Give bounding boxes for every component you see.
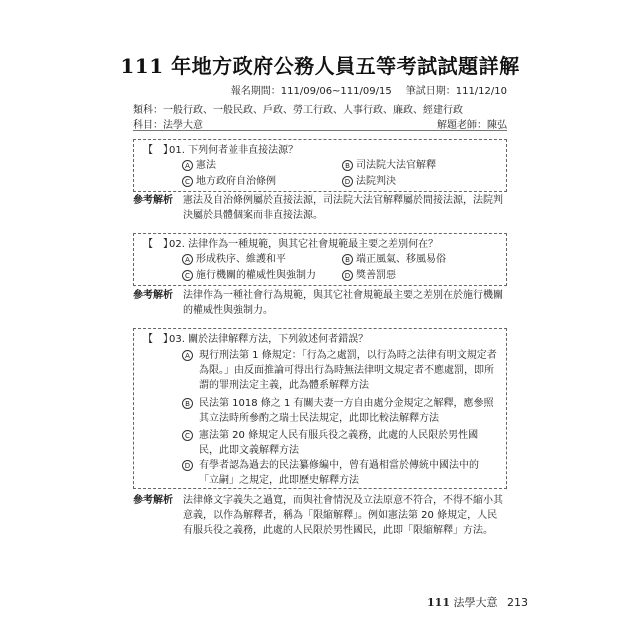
option-text: 憲法第 20 條規定人民有服兵役之義務，此處的人民限於男性國民，此即文義解釋方法 bbox=[199, 430, 479, 456]
answer-explanation-1 bbox=[133, 193, 507, 223]
answer-explanation-2 bbox=[133, 288, 507, 318]
option-label: D bbox=[342, 270, 353, 281]
option-text: 施行機關的權威性與強制力 bbox=[196, 270, 316, 281]
answer-tag: 參考解析 bbox=[133, 495, 173, 506]
option-label: B bbox=[342, 160, 353, 171]
option-text: 有學者認為過去的民法纂修編中，曾有過相當於傳統中國法中的「立嗣」之規定，此即歷史解釋方法 bbox=[199, 460, 479, 486]
option-text: 憲法 bbox=[196, 160, 216, 171]
answer-text: 法律條文字義失之過寬，而與社會情況及立法原意不符合，不得不縮小其意義，以作為解釋者，稱為「限縮解釋」。例如憲法第 20 條規定，人民有服兵役之義務，此處的人民限於男性國民，此即「限縮解釋」方法。 bbox=[183, 495, 503, 536]
header-divider bbox=[133, 130, 507, 131]
option-label: B bbox=[342, 254, 353, 265]
question-text: 03. 關於法律解釋方法，下列敘述何者錯誤？ bbox=[169, 334, 369, 345]
option-b bbox=[182, 396, 498, 426]
question-box-2 bbox=[133, 233, 507, 286]
page-number: 213 bbox=[507, 596, 528, 609]
subject-row bbox=[133, 116, 507, 131]
option-b bbox=[342, 252, 446, 267]
answer-text: 憲法及自治條例屬於直接法源，司法院大法官解釋屬於間接法源，法院判決屬於具體個案而非直接法源。 bbox=[183, 195, 503, 221]
option-text: 形成秩序、維護和平 bbox=[196, 254, 286, 265]
option-label: C bbox=[182, 176, 193, 187]
option-text: 法院判決 bbox=[356, 176, 396, 187]
exam-dates bbox=[231, 82, 507, 97]
option-text: 司法院大法官解釋 bbox=[356, 160, 436, 171]
option-a bbox=[182, 158, 216, 173]
page-footer bbox=[427, 594, 528, 610]
question-stem bbox=[143, 332, 500, 347]
option-c bbox=[182, 174, 276, 189]
answer-bracket: 【 】 bbox=[143, 145, 173, 156]
teacher: 解題老師：陳弘 bbox=[437, 120, 507, 131]
option-b bbox=[342, 158, 436, 173]
answer-bracket: 【 】 bbox=[143, 239, 173, 250]
exam-category: 類科：一般行政、一般民政、戶政、勞工行政、人事行政、廉政、經建行政 bbox=[133, 105, 463, 116]
answer-bracket: 【 】 bbox=[143, 334, 173, 345]
footer-book-number: 111 bbox=[427, 596, 450, 609]
option-c bbox=[182, 428, 498, 458]
option-label: A bbox=[182, 254, 193, 265]
option-d bbox=[342, 174, 396, 189]
option-text: 民法第 1018 條之 1 有關夫妻一方自由處分金規定之解釋，應參照其立法時所參酌之瑞士民法規定，此即比較法解釋方法 bbox=[199, 398, 494, 424]
footer-subject: 法學大意 bbox=[453, 596, 498, 609]
answer-tag: 參考解析 bbox=[133, 195, 173, 206]
option-text: 獎善罰惡 bbox=[356, 270, 396, 281]
option-label: C bbox=[182, 430, 193, 441]
question-box-3 bbox=[133, 328, 507, 489]
option-label: B bbox=[182, 398, 193, 409]
answer-text: 法律作為一種社會行為規範，與其它社會規範最主要之差別在於施行機關的權威性與強制力。 bbox=[183, 290, 503, 316]
answer-explanation-3 bbox=[133, 493, 507, 538]
option-label: A bbox=[182, 160, 193, 171]
option-label: D bbox=[182, 460, 193, 471]
option-label: C bbox=[182, 270, 193, 281]
option-label: D bbox=[342, 176, 353, 187]
page-title: 111 年地方政府公務人員五等考試試題詳解 bbox=[120, 54, 520, 78]
question-stem bbox=[143, 237, 500, 252]
question-stem bbox=[143, 143, 500, 158]
option-d bbox=[342, 268, 396, 283]
question-text: 01. 下列何者並非直接法源？ bbox=[169, 145, 299, 156]
exam-date: 筆試日期：111/12/10 bbox=[405, 86, 507, 97]
option-text: 現行刑法第 1 條規定：「行為之處罰，以行為時之法律有明文規定者為限。」由反面推論可得出行為時無法律明文規定者不應處罰，即所謂的罪刑法定主義，此為體系解釋方法 bbox=[199, 350, 497, 391]
option-c bbox=[182, 268, 316, 283]
question-text: 02. 法律作為一種規範，與其它社會規範最主要之差別何在？ bbox=[169, 239, 439, 250]
registration-period: 報名期間：111/09/06~111/09/15 bbox=[230, 86, 392, 97]
option-label: A bbox=[182, 350, 193, 361]
option-text: 地方政府自治條例 bbox=[196, 176, 276, 187]
question-box-1 bbox=[133, 139, 507, 192]
option-a bbox=[182, 252, 286, 267]
exam-subject: 科目：法學大意 bbox=[133, 120, 203, 131]
option-text: 端正風氣、移風易俗 bbox=[356, 254, 446, 265]
answer-tag: 參考解析 bbox=[133, 290, 173, 301]
option-d bbox=[182, 458, 498, 488]
option-a bbox=[182, 348, 498, 393]
